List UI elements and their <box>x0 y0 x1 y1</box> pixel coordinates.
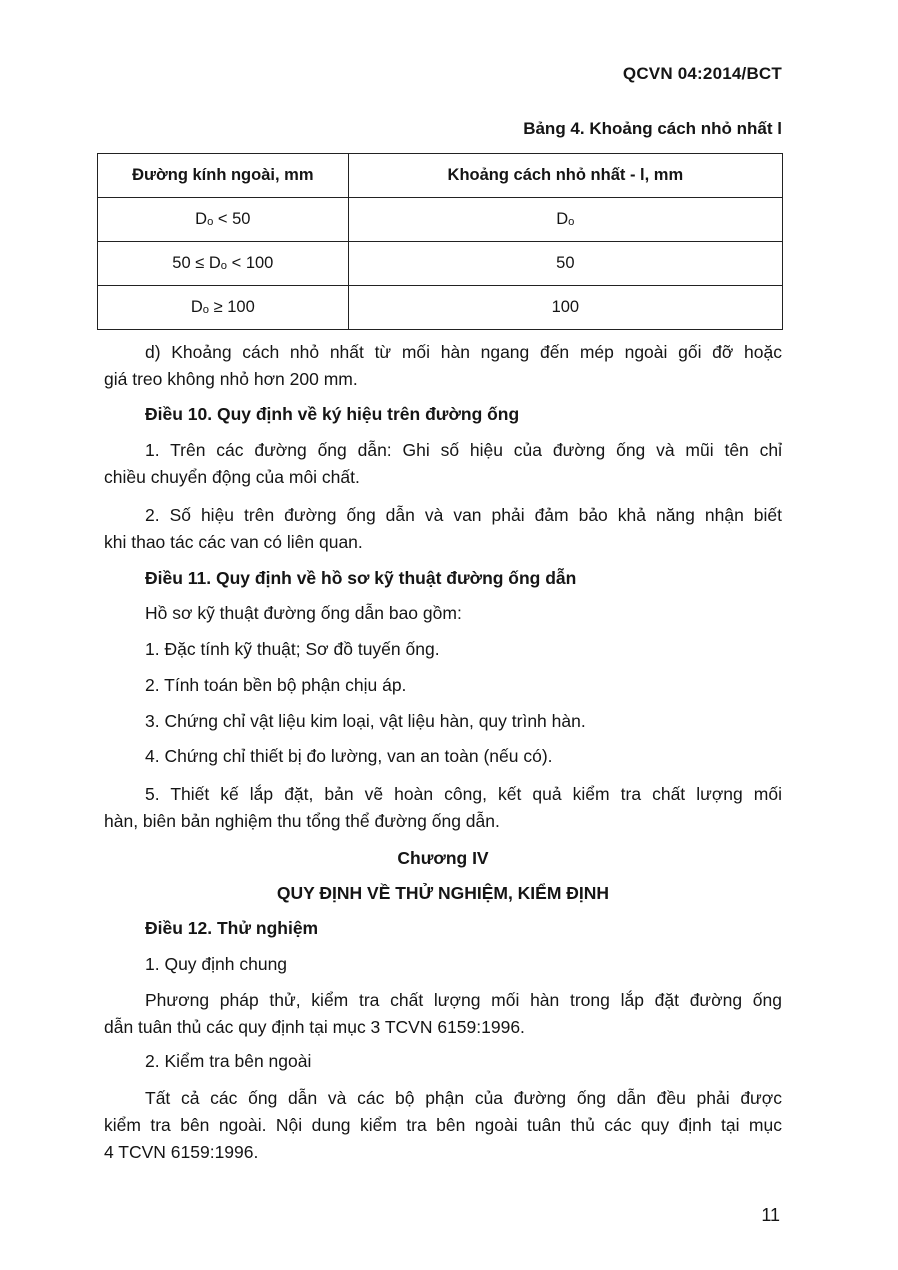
list-item: 3. Chứng chỉ vật liệu kim loại, vật liệu hàn, quy trình hàn. <box>145 711 586 731</box>
table-cell: Dₒ <box>348 198 782 242</box>
chapter-title: QUY ĐỊNH VỀ THỬ NGHIỆM, KIỂM ĐỊNH <box>276 883 610 903</box>
article-heading: Điều 12. Thử nghiệm <box>145 918 319 938</box>
chapter-number: Chương IV <box>397 848 489 868</box>
distance-table <box>97 153 783 330</box>
document-code: QCVN 04:2014/BCT <box>622 64 782 83</box>
paragraph-line: kiểm tra bên ngoài. Nội dung kiểm tra bên ngoài tuân thủ các quy định tại mục <box>104 1115 782 1135</box>
table-row <box>98 242 783 286</box>
paragraph-line: 5. Thiết kế lắp đặt, bản vẽ hoàn công, kết quả kiểm tra chất lượng mối <box>145 784 782 804</box>
list-item: 2. Tính toán bền bộ phận chịu áp. <box>145 675 407 695</box>
paragraph-line: 1. Trên các đường ống dẫn: Ghi số hiệu của đường ống và mũi tên chỉ <box>145 440 782 460</box>
table-cell: Dₒ ≥ 100 <box>98 286 349 330</box>
article-heading: Điều 11. Quy định về hồ sơ kỹ thuật đường ống dẫn <box>145 568 577 588</box>
article-heading: Điều 10. Quy định về ký hiệu trên đường ống <box>145 404 520 424</box>
table-cell: 100 <box>348 286 782 330</box>
table-header-row <box>98 154 783 198</box>
paragraph-line: Tất cả các ống dẫn và các bộ phận của đường ống dẫn đều phải được <box>145 1088 782 1108</box>
column-header: Đường kính ngoài, mm <box>98 154 349 198</box>
paragraph-line: chiều chuyển động của môi chất. <box>104 467 360 487</box>
paragraph-line: d) Khoảng cách nhỏ nhất từ mối hàn ngang đến mép ngoài gối đỡ hoặc <box>145 342 782 362</box>
table-cell: 50 <box>348 242 782 286</box>
paragraph-line: dẫn tuân thủ các quy định tại mục 3 TCVN 6159:1996. <box>104 1017 525 1037</box>
subsection-heading: 1. Quy định chung <box>145 954 288 974</box>
paragraph-line: hàn, biên bản nghiệm thu tổng thể đường ống dẫn. <box>104 811 500 831</box>
table-cell: 50 ≤ Dₒ < 100 <box>98 242 349 286</box>
paragraph-line: khi thao tác các van có liên quan. <box>104 532 363 552</box>
table-row <box>98 286 783 330</box>
paragraph-line: Hồ sơ kỹ thuật đường ống dẫn bao gồm: <box>145 603 462 623</box>
subsection-heading: 2. Kiểm tra bên ngoài <box>145 1051 312 1071</box>
page-number: 11 <box>761 1205 780 1225</box>
paragraph-line: Phương pháp thử, kiểm tra chất lượng mối hàn trong lắp đặt đường ống <box>145 990 782 1010</box>
list-item: 1. Đặc tính kỹ thuật; Sơ đồ tuyến ống. <box>145 639 440 659</box>
column-header: Khoảng cách nhỏ nhất - l, mm <box>348 154 782 198</box>
paragraph-line: 4 TCVN 6159:1996. <box>104 1142 259 1162</box>
list-item: 4. Chứng chỉ thiết bị đo lường, van an toàn (nếu có). <box>145 746 553 766</box>
paragraph-line: giá treo không nhỏ hơn 200 mm. <box>104 369 358 389</box>
table-row <box>98 198 783 242</box>
paragraph-line: 2. Số hiệu trên đường ống dẫn và van phải đảm bảo khả năng nhận biết <box>145 505 782 525</box>
table-cell: Dₒ < 50 <box>98 198 349 242</box>
table-caption: Bảng 4. Khoảng cách nhỏ nhất l <box>523 119 782 138</box>
